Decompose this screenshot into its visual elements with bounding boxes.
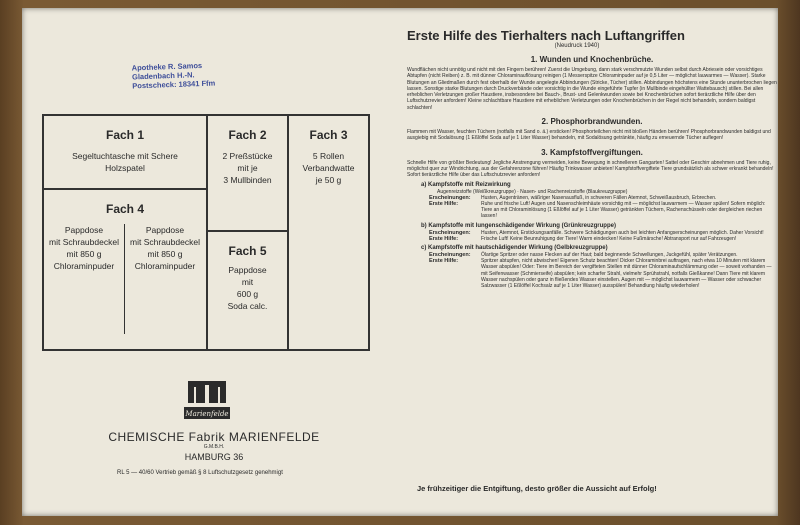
fach-5-title: Fach 5 [228, 244, 267, 258]
aid-row [429, 201, 777, 220]
fach-4-left [44, 224, 125, 334]
fach-3-title: Fach 3 [309, 128, 348, 142]
fach-4-line: mit Schraubdeckel [130, 237, 200, 247]
stamp-line-1: Apotheke R. Samos [131, 60, 203, 73]
company-block [84, 430, 344, 462]
fach-5 [207, 231, 288, 350]
first-aid-instructions [407, 28, 777, 289]
page-subtitle: (Neudruck 1940) [554, 43, 600, 49]
fach-3-line: Verbandwatte [302, 163, 355, 173]
row-value: Husten, Augentränen, wäßriger Nasenausfluß, in schweren Fällen Atemnot, Schweißausbruch, Erbrechen. [481, 194, 717, 201]
aid-row [429, 258, 777, 289]
fach-4-line: mit 850 g [66, 249, 102, 259]
company-city: HAMBURG 36 [184, 452, 244, 462]
row-key: Erste Hilfe: [429, 235, 459, 242]
fach-4-line: Pappdose [145, 225, 185, 235]
fach-1-line: Segeltuchtasche mit Schere [72, 151, 178, 161]
fach-2-line: mit je [237, 163, 258, 173]
row-key: Erscheinungen: [429, 252, 471, 259]
stamp-line-2: Gladenbach H.-N. [131, 70, 195, 82]
fach-1 [43, 115, 207, 189]
fach-4-title: Fach 4 [105, 202, 144, 216]
fach-4-line: mit Schraubdeckel [49, 237, 119, 247]
fach-4-line: Chloraminpuder [53, 261, 115, 271]
fach-4 [43, 189, 207, 350]
row-value: Ölartige Spritzer oder nasse Flecken auf der Haut; bald beginnende Schwellungen, Juckgefühl, später Verätzungen. [481, 252, 738, 259]
fach-2 [207, 115, 288, 231]
fach-5-line: Soda calc. [227, 301, 268, 311]
approval-footer: RL 5 — 40/60 Vertrieb gemäß § 8 Luftschutzgesetz genehmigt [117, 470, 283, 476]
fach-1-line: Holzspatel [105, 163, 145, 173]
row-key: Erste Hilfe: [429, 258, 459, 265]
fach-1-title: Fach 1 [105, 128, 144, 142]
fach-5-line: 600 g [236, 289, 259, 299]
fach-2-title: Fach 2 [228, 128, 267, 142]
fach-4-line: Chloraminpuder [134, 261, 196, 271]
company-name: CHEMISCHE Fabrik MARIENFELDE [108, 430, 320, 444]
fach-5-line: mit [241, 277, 254, 287]
company-logo [182, 377, 232, 421]
row-value: Spritzer abtupfen, nicht abwischen! Eigenen Schutz beachten! Dicker Chloraminbrei auftragen, nach etwa 10 Minuten mit klarem Wasser abspülen! Oder: Tiere im Bereich der vergifteten Stellen mit dünner Chloraminaufschlämmung oder — soweit vorhanden — mit Seifenwasser (Schmierseife) abspülen; kein scharfer Strahl, vielmehr Sprühstrahl, notfalls Gießkanne! Dann Tiere mit klarem Wasser nachspülen oder ganz in fließendes Wasser einstellen. Augen mit — möglichst lauwarmem — Wasser oder schwacher Salzwasser (1 Eßlöffel Kochsalz auf je 1 Liter Wasser) ausspülen! Behandlung häufig wiederholen! [481, 258, 772, 290]
fach-3-line: 5 Rollen [312, 151, 345, 161]
section-heading: 2. Phosphorbrandwunden. [541, 117, 643, 127]
row-key: Erscheinungen: [429, 229, 471, 236]
fach-3 [288, 115, 369, 350]
section-text: Flammen mit Wasser, feuchten Tüchern (notfalls mit Sand o. ä.) ersticken! Phosphorteilchen nicht mit bloßen Händen berühren! Phosphorbrandwunden baldigst und ausgiebig mit Sodalösung (1 Eßlöffel Soda auf je 1 Liter Wasser) behandeln, mit Sodalösung getränkte, häufig zu erneuernde Tücher auflegen! [407, 129, 771, 142]
fach-2-line: 2 Preßstücke [222, 151, 273, 161]
fach-5-line: Pappdose [228, 265, 267, 275]
section-heading: 3. Kampfstoffvergiftungen. [541, 147, 643, 157]
row-value: Ruhe und frische Luft! Augen und Nasenschleimhäute vorsichtig mit — möglichst lauwarmem — Wasser spülen! Sofern möglich: Tiere an mit Chloraminlösung (1 Eßlöffel auf je 1 Liter Wasser) getränkten Tüchern, Rachenschüsseln oder dergleichen riechen lassen! [481, 201, 766, 220]
page-title: Erste Hilfe des Tierhalters nach Luftangriffen [407, 28, 685, 43]
closing-statement: Je frühzeitiger die Entgiftung, desto größer die Aussicht auf Erfolg! [417, 484, 657, 493]
svg-text:Marienfelde: Marienfelde [185, 410, 229, 418]
fach-4-right [125, 224, 205, 334]
stamp-line-3: Postscheck: 18341 Ffm [132, 78, 216, 91]
subsection-heading: c) Kampfstoffe mit hautschädigender Wirkung (Gelbkreuzgruppe) [421, 245, 608, 252]
pharmacy-stamp [132, 61, 216, 91]
aid-row [429, 236, 777, 242]
subsection-heading: b) Kampfstoffe mit lungenschädigender Wirkung (Grünkreuzgruppe) [421, 222, 616, 229]
fach-3-line: je 50 g [315, 175, 342, 185]
fach-2-line: 3 Mullbinden [223, 175, 272, 185]
section-text: Wundflächen nicht unnötig und nicht mit den Fingern berühren! Zuerst die Umgebung, dann stark verschmutzte Wunden selbst durch Abriesein oder vorsichtiges Abtupfen (nicht Reiben) z. B. mit dünner Chloraminauflösung reinigen (1 Messerspitze Chloraminpuder auf je 0,5 Liter — möglichst lauwarmes — Wasser). Starke Blutungen an Gliedmaßen durch fest oberhalb der Wunde angelegte Abbindungen (Stricke, Tücher) stillen. Abbindungen höchstens eine Stunde ununterbrochen liegen lassen. Sonstige starke Blutungen durch Druckverbände oder vorsichtig in die Wunde eingeführte Tupfer (in Mullbinde eingehüllter Wattebausch) stillen. Bei allen erheblichen Verletzungen großer Haustiere, insbesondere bei Bauch-, Brust- und Gelenkwunden sowie bei Knochenbrüchen sofort tierärztliche Hilfe über den Luftschutzrevier anfordern! Kleine schlachtbare Haustiere mit erheblichen Verletzungen oder Knochenbrüchen in der Regel nicht behandeln, sondern baldigst schlachten! [407, 67, 777, 111]
row-value: Frische Luft! Keine Beunruhigung der Tiere! Warm eindecken! Keine Fußmärsche! Abtransport nur auf Fahrzeugen! [481, 235, 737, 242]
row-key: Erste Hilfe: [429, 201, 459, 208]
section-text: Schnelle Hilfe von größter Bedeutung! Jegliche Anstrengung vermeiden, keine Bewegung in schnelleren Gangarten! Sattel oder Geschirr abnehmen und Tiere ruhig, möglichst quer zur Windrichtung, aus der Gefahrenzone führen! Häufig Trinkwasser anbieten! Kampfstoffvergiftete Tiere grundsätzlich als schwer erkrankt behandeln! Sofort tierärztliche Hilfe über das Luftschutzrevier anfordern! [407, 159, 774, 179]
subsection-heading: a) Kampfstoffe mit Reizwirkung [421, 181, 511, 188]
company-gmbh: G.M.B.H. [203, 444, 225, 450]
fach-4-line: Pappdose [64, 225, 104, 235]
row-key: Erscheinungen: [429, 194, 471, 201]
section-heading: 1. Wunden und Knochenbrüche. [530, 55, 654, 64]
fach-4-line: mit 850 g [147, 249, 183, 259]
instruction-sheet [22, 8, 778, 516]
row-value: Husten, Atemnot, Erstickungsanfälle. Schwere Schädigungen auch bei leichten Anfangserscheinungen möglich. Daher Vorsicht! [481, 229, 764, 236]
subsection-subtitle: Augenreizstoffe (Weißkreuzgruppe) · Nasen- und Rachenreizstoffe (Blaukreuzgruppe) [437, 188, 628, 195]
compartment-diagram [42, 114, 370, 351]
